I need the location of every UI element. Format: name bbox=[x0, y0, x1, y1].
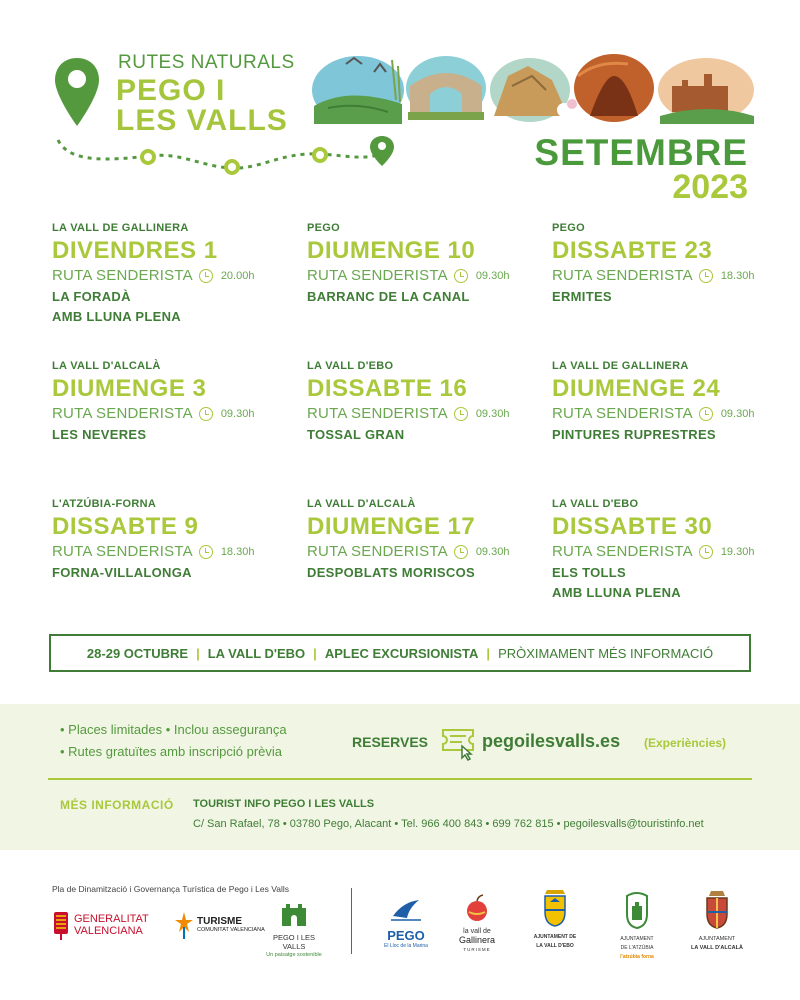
month-heading: SETEMBRE bbox=[534, 132, 748, 173]
pego-les-valls-text: PEGO I LES VALLS bbox=[272, 933, 316, 951]
turisme-text: TURISME bbox=[197, 916, 242, 927]
event-location: LA VALL D'EBO bbox=[307, 360, 394, 372]
pego-text: El Lloc de la Marina bbox=[384, 943, 428, 949]
event-card bbox=[552, 222, 792, 307]
banner-note: PRÒXIMAMENT MÉS INFORMACIÓ bbox=[498, 645, 714, 661]
year-heading: 2023 bbox=[672, 168, 748, 206]
event-title-line: AMB LLUNA PLENA bbox=[52, 309, 181, 324]
banner-dates: 28-29 OCTUBRE bbox=[86, 645, 189, 661]
gallinera-text: TURISME bbox=[463, 947, 491, 952]
cherry-icon bbox=[462, 894, 492, 922]
reserves-extra: (Experiències) bbox=[644, 736, 727, 750]
event-type-row bbox=[52, 405, 292, 422]
atzubia-logo bbox=[610, 890, 664, 962]
atzubia-text: DE L'ATZÚBIA bbox=[620, 945, 654, 951]
event-type-row bbox=[307, 267, 547, 284]
gallinera-text: la vall de bbox=[463, 928, 491, 935]
event-type: RUTA SENDERISTA bbox=[552, 267, 693, 284]
event-day: DIUMENGE 17 bbox=[307, 513, 476, 540]
event-location: PEGO bbox=[552, 222, 585, 234]
pego-les-valls-text: Un paisatge sostenible bbox=[266, 952, 322, 958]
vall-alcala-text: AJUNTAMENT bbox=[698, 936, 736, 942]
event-title-line: DESPOBLATS MORISCOS bbox=[307, 565, 475, 580]
vall-ebo-text: LA VALL D'EBO bbox=[536, 943, 574, 949]
event-card bbox=[52, 222, 292, 327]
event-day: DIUMENGE 3 bbox=[52, 375, 207, 402]
dotted-trail-icon bbox=[50, 130, 400, 186]
event-card bbox=[552, 498, 792, 603]
event-day: DISSABTE 23 bbox=[552, 237, 713, 264]
pego-text: PEGO bbox=[387, 928, 425, 943]
pego-logo bbox=[380, 896, 432, 951]
banner-separator: | bbox=[196, 645, 200, 661]
event-day: DIUMENGE 10 bbox=[307, 237, 476, 264]
event-location: PEGO bbox=[307, 222, 340, 234]
landscape-illustrations bbox=[308, 46, 756, 128]
vall-ebo-logo bbox=[530, 888, 580, 951]
event-day: DIVENDRES 1 bbox=[52, 237, 218, 264]
atzubia-text: AJUNTAMENT bbox=[620, 936, 654, 942]
event-time: 09.30h bbox=[475, 269, 510, 282]
event-time: 09.30h bbox=[475, 545, 510, 558]
turisme-text: COMUNITAT VALENCIANA bbox=[197, 927, 265, 933]
event-type: RUTA SENDERISTA bbox=[52, 405, 193, 422]
event-card bbox=[552, 360, 792, 445]
event-location: LA VALL DE GALLINERA bbox=[552, 360, 689, 372]
clock-icon bbox=[199, 545, 213, 559]
event-title-line: BARRANC DE LA CANAL bbox=[307, 289, 470, 304]
turisme-star-icon bbox=[174, 910, 194, 940]
clock-icon bbox=[199, 407, 213, 421]
atzubia-crest-icon bbox=[623, 890, 651, 930]
generalitat-crest-icon bbox=[52, 908, 70, 942]
event-time: 09.30h bbox=[220, 407, 255, 420]
map-pin-icon bbox=[52, 56, 102, 128]
clock-icon bbox=[454, 269, 468, 283]
event-location: LA VALL D'ALCALÀ bbox=[52, 360, 161, 372]
clock-icon bbox=[199, 269, 213, 283]
event-time: 19.30h bbox=[720, 545, 755, 558]
bird-icon bbox=[389, 896, 423, 924]
clock-icon bbox=[699, 269, 713, 283]
pego-les-valls-logo bbox=[262, 900, 326, 960]
event-day: DIUMENGE 24 bbox=[552, 375, 721, 402]
ebo-crest-icon bbox=[542, 888, 568, 928]
event-title-line: LES NEVERES bbox=[52, 427, 147, 442]
banner-separator: | bbox=[486, 645, 491, 661]
vall-alcala-logo bbox=[686, 888, 748, 953]
event-title-line: FORNA-VILLALONGA bbox=[52, 565, 192, 580]
event-type-row bbox=[52, 543, 292, 560]
event-type-row bbox=[552, 267, 792, 284]
event-title-line: TOSSAL GRAN bbox=[307, 427, 405, 442]
event-card bbox=[307, 222, 547, 307]
event-card bbox=[307, 498, 547, 583]
event-location: LA VALL DE GALLINERA bbox=[52, 222, 189, 234]
event-location: L'ATZÚBIA-FORNA bbox=[52, 498, 157, 510]
event-day: DISSABTE 16 bbox=[307, 375, 468, 402]
event-title-line: ERMITES bbox=[552, 289, 612, 304]
event-time: 18.30h bbox=[220, 545, 255, 558]
event-title-line: ELS TOLLS bbox=[552, 565, 626, 580]
event-type: RUTA SENDERISTA bbox=[307, 405, 448, 422]
event-type-row bbox=[307, 405, 547, 422]
generalitat-logo bbox=[52, 908, 149, 942]
event-type-row bbox=[307, 543, 547, 560]
event-card bbox=[52, 360, 292, 445]
event-day: DISSABTE 9 bbox=[52, 513, 199, 540]
clock-icon bbox=[454, 545, 468, 559]
event-time: 09.30h bbox=[720, 407, 755, 420]
event-type: RUTA SENDERISTA bbox=[307, 543, 448, 560]
event-title-line: PINTURES RUPRESTRES bbox=[552, 427, 716, 442]
event-type: RUTA SENDERISTA bbox=[552, 405, 693, 422]
brand-title-line2: LES VALLS bbox=[116, 104, 288, 137]
event-location: LA VALL D'ALCALÀ bbox=[307, 498, 416, 510]
banner-event: APLEC EXCURSIONISTA bbox=[324, 645, 479, 661]
event-location: LA VALL D'EBO bbox=[552, 498, 639, 510]
vall-ebo-text: AJUNTAMENT DE bbox=[533, 934, 577, 940]
info-bullet: • Rutes gratuïtes amb inscripció prèvia bbox=[60, 744, 283, 759]
info-divider bbox=[48, 778, 752, 780]
event-time: 09.30h bbox=[475, 407, 510, 420]
gallinera-text: Gallinera bbox=[458, 935, 496, 945]
turisme-logo bbox=[174, 910, 265, 940]
event-title-line: AMB LLUNA PLENA bbox=[552, 585, 681, 600]
brand-title-line1: PEGO I bbox=[116, 74, 226, 107]
alcala-crest-icon bbox=[703, 888, 731, 930]
event-type-row bbox=[552, 405, 792, 422]
clock-icon bbox=[699, 407, 713, 421]
info-bullet: • Places limitades • Inclou assegurança bbox=[60, 722, 287, 737]
aplec-banner bbox=[49, 634, 751, 672]
event-card bbox=[307, 360, 547, 445]
banner-separator: | bbox=[313, 645, 317, 661]
event-title-line: LA FORADÀ bbox=[52, 289, 131, 304]
tourist-office-name: TOURIST INFO PEGO I LES VALLS bbox=[193, 798, 375, 810]
event-type: RUTA SENDERISTA bbox=[52, 543, 193, 560]
castle-icon bbox=[279, 900, 309, 928]
generalitat-text: VALENCIANA bbox=[74, 925, 143, 937]
event-type-row bbox=[552, 543, 792, 560]
event-type-row bbox=[52, 267, 292, 284]
event-type: RUTA SENDERISTA bbox=[552, 543, 693, 560]
more-info-label: MÉS INFORMACIÓ bbox=[60, 798, 174, 812]
banner-place: LA VALL D'EBO bbox=[207, 645, 306, 661]
event-time: 18.30h bbox=[720, 269, 755, 282]
clock-icon bbox=[454, 407, 468, 421]
atzubia-text: l'atzúbia forna bbox=[620, 954, 654, 960]
plan-text: Pla de Dinamització i Governança Turística de Pego i Les Valls bbox=[52, 884, 290, 894]
ticket-click-icon bbox=[440, 726, 478, 762]
tourist-office-address: C/ San Rafael, 78 • 03780 Pego, Alacant • Tel. 966 400 843 • 699 762 815 • pegoilesvalls@touristinfo.net bbox=[193, 818, 704, 830]
event-day: DISSABTE 30 bbox=[552, 513, 713, 540]
clock-icon bbox=[699, 545, 713, 559]
event-time: 20.00h bbox=[220, 269, 255, 282]
reserves-link[interactable]: pegoilesvalls.es bbox=[482, 731, 621, 751]
event-type: RUTA SENDERISTA bbox=[52, 267, 193, 284]
event-card bbox=[52, 498, 292, 583]
gallinera-logo bbox=[452, 894, 502, 954]
reserves-label: RESERVES bbox=[352, 734, 428, 750]
vall-alcala-text: LA VALL D'ALCALÀ bbox=[691, 945, 743, 951]
brand-subtitle: RUTES NATURALS bbox=[118, 52, 295, 73]
generalitat-text: GENERALITAT bbox=[74, 913, 149, 925]
event-type: RUTA SENDERISTA bbox=[307, 267, 448, 284]
footer-divider bbox=[351, 888, 352, 954]
